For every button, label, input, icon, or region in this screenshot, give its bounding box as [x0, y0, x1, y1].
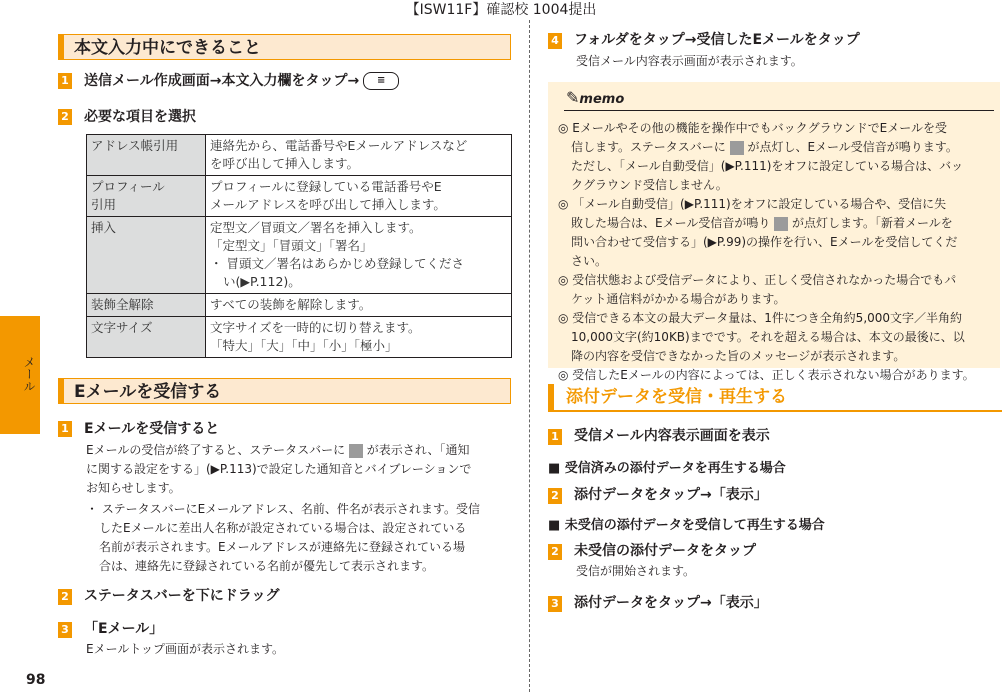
step-title: 未受信の添付データをタップ — [574, 543, 756, 559]
step-title: 添付データをタップ→「表示」 — [574, 487, 768, 503]
side-index-label: メール — [22, 356, 36, 392]
pencil-icon: ✎ — [566, 88, 580, 107]
step-body: 受信メール内容表示画面が表示されます。 — [576, 54, 803, 68]
memo-text: が点灯し、Eメール受信音が鳴ります。 — [747, 140, 958, 154]
value-line: 連絡先から、電話番号やEメールアドレスなど — [210, 138, 468, 153]
step-number: 2 — [58, 109, 72, 125]
body-line: お知らせします。 — [86, 481, 181, 495]
step-title: フォルダをタップ→受信したEメールをタップ — [574, 32, 860, 48]
value-line: を呼び出して挿入します。 — [210, 156, 360, 171]
value-line: 「定型文」「冒頭文」「署名」 — [210, 238, 373, 253]
body-text: Eメールの受信が終了すると、ステータスバーに — [86, 443, 346, 457]
step-number: 3 — [548, 596, 562, 612]
memo-line: ただし、「メール自動受信」(▶P.111)をオフに設定している場合は、バッ — [571, 159, 964, 173]
subheading: ■ 未受信の添付データを受信して再生する場合 — [548, 518, 825, 533]
table-key: 文字サイズ — [87, 317, 206, 358]
memo-line — [558, 138, 998, 157]
memo-line: さい。 — [571, 254, 608, 268]
step-title: 受信メール内容表示画面を表示 — [574, 428, 770, 444]
email-error-icon — [774, 217, 788, 231]
note-line: 合は、連絡先に登録されている名前が優先して表示されます。 — [99, 559, 435, 573]
memo-line: ◎ 受信状態および受信データにより、正しく受信されなかった場合でもパ — [558, 273, 957, 287]
memo-line: ◎ 受信できる本文の最大データ量は、1件につき全角約5,000文字／半角約 — [558, 311, 963, 325]
table-row — [87, 135, 512, 176]
step-title-text: 送信メール作成画面→本文入力欄をタップ→ — [84, 73, 360, 89]
column-divider — [529, 20, 530, 692]
table-value — [206, 217, 512, 294]
memo-label — [566, 88, 624, 107]
table-row — [87, 217, 512, 294]
step-title: 必要な項目を選択 — [84, 109, 196, 125]
menu-key-icon: ≡ — [363, 72, 399, 90]
note-line: ・ ステータスバーにEメールアドレス、名前、件名が表示されます。受信 — [86, 502, 480, 516]
email-notification-icon — [349, 444, 363, 458]
body-line — [86, 441, 516, 460]
table-value — [206, 135, 512, 176]
note-line: 名前が表示されます。Eメールアドレスが連絡先に登録されている場 — [99, 540, 466, 554]
memo-line: ◎ 受信したEメールの内容によっては、正しく表示されない場合があります。 — [558, 368, 975, 382]
step-title: 「Eメール」 — [84, 621, 164, 637]
table-value — [206, 176, 512, 217]
step-body: 受信が開始されます。 — [576, 564, 696, 578]
value-line: すべての装飾を解除します。 — [210, 297, 372, 312]
key-line: 引用 — [91, 197, 117, 212]
table-row — [87, 294, 512, 317]
document-header: 【ISW11F】確認校 1004提出 — [405, 2, 597, 18]
value-line: 「特大」「大」「中」「小」「極小」 — [210, 338, 398, 353]
memo-line — [558, 214, 998, 233]
table-row — [87, 176, 512, 217]
key-line: プロフィール — [91, 179, 165, 194]
table-row — [87, 317, 512, 358]
memo-text: が点灯します。「新着メールを — [792, 216, 953, 230]
body-text: が表示され、「通知 — [366, 443, 470, 457]
table-key: 挿入 — [87, 217, 206, 294]
email-notification-icon — [730, 141, 744, 155]
memo-line: ケット通信料がかかる場合があります。 — [571, 292, 786, 306]
table-key: アドレス帳引用 — [87, 135, 206, 176]
value-line: プロフィールに登録している電話番号やE — [210, 179, 442, 194]
memo-line: ◎ 「メール自動受信」(▶P.111)をオフに設定している場合や、受信に失 — [558, 197, 947, 211]
step-title: 添付データをタップ→「表示」 — [574, 595, 768, 611]
step-title: Eメールを受信すると — [84, 421, 220, 437]
section-heading-receive-email: Eメールを受信する — [58, 378, 511, 404]
memo-line: ◎ Eメールやその他の機能を操作中でもバックグラウンドでEメールを受 — [558, 121, 947, 135]
value-line: 定型文／冒頭文／署名を挿入します。 — [210, 220, 422, 235]
memo-text: 信します。ステータスバーに — [571, 140, 726, 154]
value-line: い(▶P.112)。 — [223, 274, 301, 289]
table-key: 装飾全解除 — [87, 294, 206, 317]
value-line: 文字サイズを一時的に切り替えます。 — [210, 320, 421, 335]
section-heading-attachments: 添付データを受信・再生する — [548, 384, 1002, 412]
step-number: 1 — [58, 421, 72, 437]
value-line: メールアドレスを呼び出して挿入します。 — [210, 197, 446, 212]
step-number: 2 — [548, 544, 562, 560]
memo-line: 10,000文字(約10KB)までです。それを超える場合は、本文の最後に、以 — [571, 330, 965, 344]
value-line: ・ 冒頭文／署名はあらかじめ登録してくださ — [210, 256, 464, 271]
memo-text: 敗した場合は、Eメール受信音が鳴り — [571, 216, 771, 230]
memo-line: クグラウンド受信しません。 — [571, 178, 728, 192]
table-key — [87, 176, 206, 217]
table-value — [206, 317, 512, 358]
page-number: 98 — [26, 672, 46, 688]
step-number: 4 — [548, 33, 562, 49]
memo-label-text: memo — [579, 92, 625, 107]
section-heading-text-input: 本文入力中にできること — [58, 34, 511, 60]
step-body — [86, 441, 516, 576]
step-body: Eメールトップ画面が表示されます。 — [86, 642, 285, 656]
step-title: ステータスバーを下にドラッグ — [84, 588, 280, 604]
step-number: 3 — [58, 622, 72, 638]
step-number: 1 — [548, 429, 562, 445]
memo-list — [558, 119, 998, 385]
note-line: したEメールに差出人名称が設定されている場合は、設定されている — [99, 521, 467, 535]
step-number: 2 — [548, 488, 562, 504]
step-number: 1 — [58, 73, 72, 89]
subheading: ■ 受信済みの添付データを再生する場合 — [548, 461, 786, 476]
step-number: 2 — [58, 589, 72, 605]
memo-line: 降の内容を受信できなかった旨のメッセージが表示されます。 — [571, 349, 906, 363]
table-value — [206, 294, 512, 317]
options-table — [86, 134, 512, 358]
memo-line: 問い合わせて受信する」(▶P.99)の操作を行い、Eメールを受信してくだ — [571, 235, 958, 249]
step-title — [84, 72, 399, 90]
body-line: に関する設定をする」(▶P.113)で設定した通知音とバイブレーションで — [86, 462, 472, 476]
memo-rule — [564, 110, 994, 111]
